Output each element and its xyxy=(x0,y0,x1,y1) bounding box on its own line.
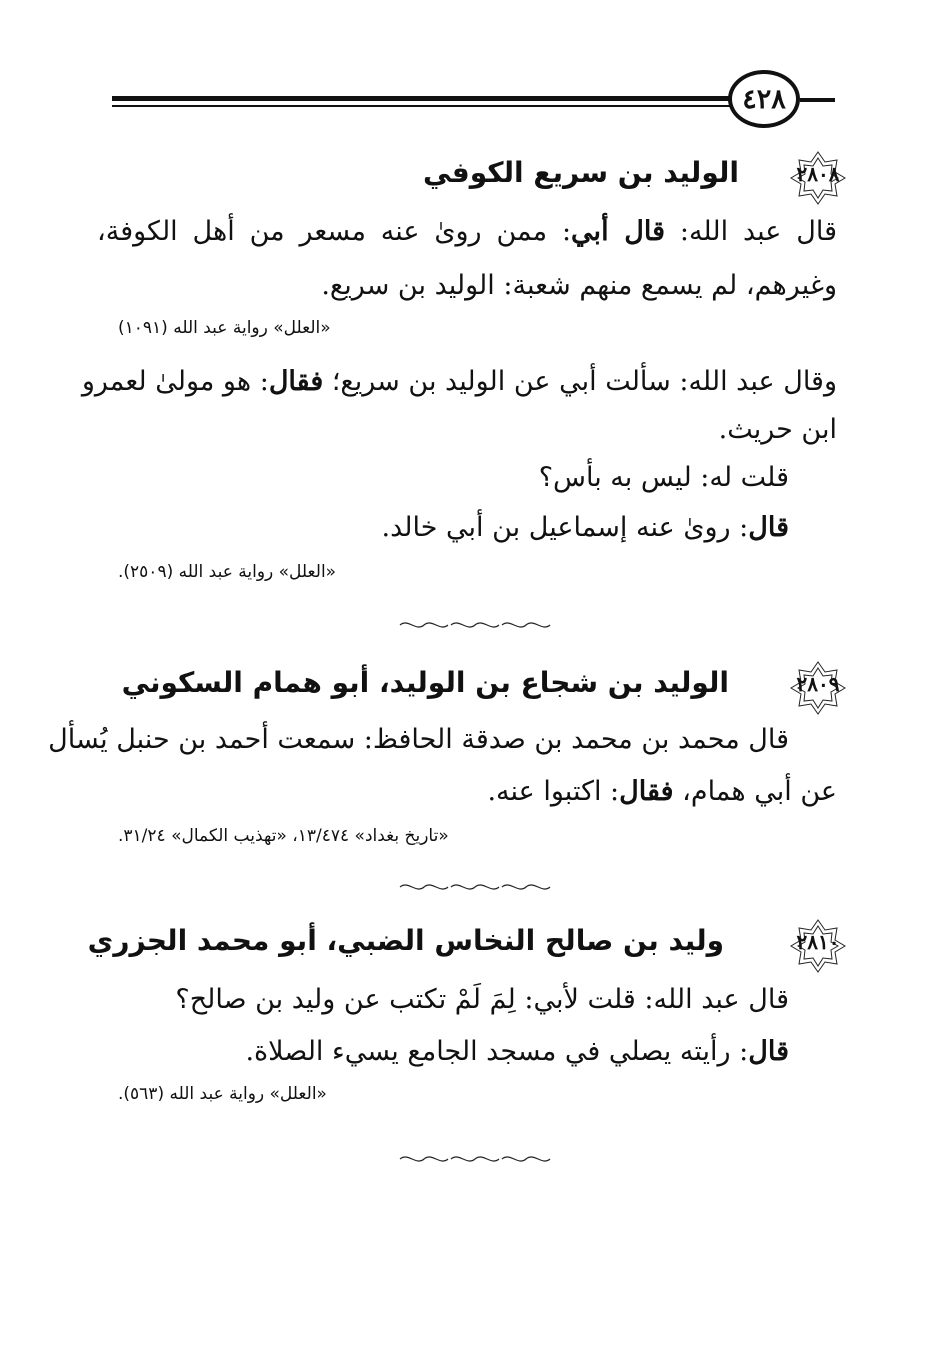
entry-number: ٢٨٠٨ xyxy=(796,162,840,186)
entry-number-badge xyxy=(787,660,849,716)
entry-heading xyxy=(89,918,849,974)
header-rule-thin xyxy=(112,105,737,107)
text-line: قال محمد بن محمد بن صدقة الحافظ: سمعت أحمد بن حنبل يُسأل xyxy=(48,724,789,755)
source-citation: «العلل» رواية عبد الله (١٠٩١) xyxy=(118,318,331,338)
text-line: قال عبد الله: قلت لأبي: لِمَ لَمْ تكتب عن وليد بن صالح؟ xyxy=(175,984,789,1015)
text-line: قال: رویٰ عنه إسماعيل بن أبي خالد. xyxy=(381,512,789,543)
text-line: وقال عبد الله: سألت أبي عن الوليد بن سريع؛ فقال: هو مولىٰ لعمرو xyxy=(81,366,837,397)
source-citation: «تاريخ بغداد» ١٣/٤٧٤، «تهذيب الكمال» ٣١/٢٤. xyxy=(118,826,449,846)
text-line: قلت له: ليس به بأس؟ xyxy=(538,462,789,493)
entry-heading xyxy=(89,660,849,716)
entry-title: الوليد بن سريع الكوفي xyxy=(423,156,739,189)
header-rule xyxy=(112,96,737,101)
header-rule-right xyxy=(800,98,835,102)
text-line: عن أبي همام، فقال: اكتبوا عنه. xyxy=(487,776,837,807)
page-number: ٤٢٨ xyxy=(728,70,800,128)
text-line: وغيرهم، لم يسمع منهم شعبة: الوليد بن سريع. xyxy=(321,270,837,301)
section-divider-ornament xyxy=(398,1152,553,1166)
text-line: ابن حريث. xyxy=(718,414,837,445)
text-line: قال: رأيته يصلي في مسجد الجامع يسيء الصلاة. xyxy=(245,1036,789,1067)
entry-title: وليد بن صالح النخاس الضبي، أبو محمد الجزري xyxy=(87,924,724,957)
section-divider-ornament xyxy=(398,880,553,894)
entry-title: الوليد بن شجاع بن الوليد، أبو همام السكوني xyxy=(121,666,729,699)
section-divider-ornament xyxy=(398,618,553,632)
text-line: قال عبد الله: قال أبي: ممن رویٰ عنه مسعر من أهل الكوفة، xyxy=(97,216,837,247)
entry-number: ٢٨١٠ xyxy=(796,930,840,954)
entry-number-badge xyxy=(787,918,849,974)
entry-number-badge xyxy=(787,150,849,206)
entry-number: ٢٨٠٩ xyxy=(796,672,840,696)
source-citation: «العلل» رواية عبد الله (٥٦٣). xyxy=(118,1084,327,1104)
source-citation: «العلل» رواية عبد الله (٢٥٠٩). xyxy=(118,562,337,582)
entry-heading xyxy=(89,150,849,206)
